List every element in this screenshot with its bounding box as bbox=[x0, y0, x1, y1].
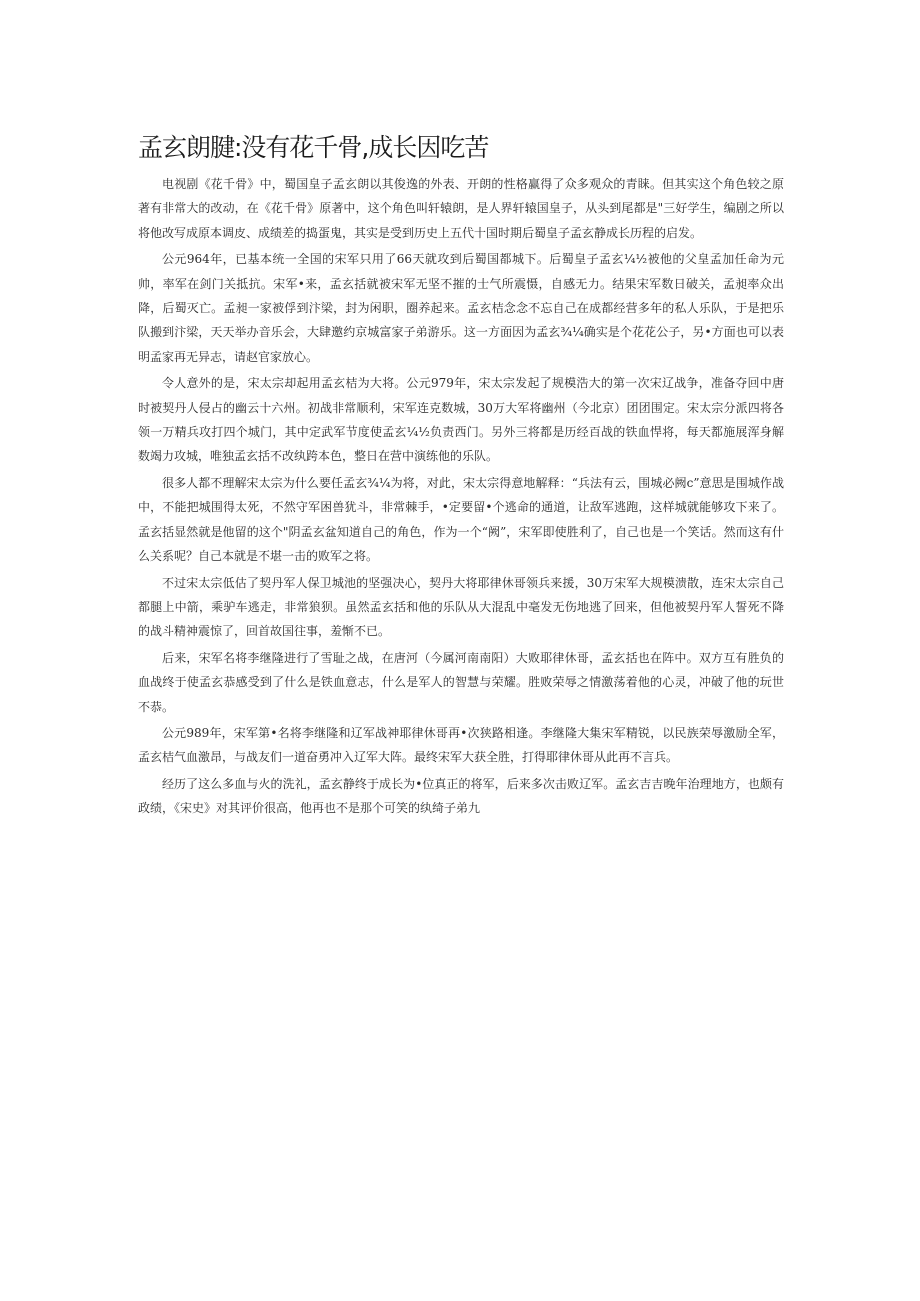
document-title: 孟玄朗腱:没有花千骨,成长因吃苦 bbox=[138, 133, 489, 162]
paragraph-6: 后来，宋军名将李继隆进行了雪耻之战，在唐河（今属河南南阳）大败耶律休哥，孟玄括也在阵中。双方互有胜负的血战终于使孟玄恭感受到了什么是铁血意志，什么是军人的智慧与荣耀。胜败荣辱之情激荡着他的心灵，冲破了他的玩世不恭。 bbox=[138, 650, 784, 714]
paragraph-7: 公元989年，宋军第•名将李继隆和辽军战神耶律休哥再•次狭路相逢。李继隆大集宋军精锐，以民族荣辱激励全军，孟玄桔气血激昂，与战友们一道奋勇冲入辽军大阵。最终宋军大获全胜，打得耶律休哥从此再不言兵。 bbox=[138, 725, 784, 765]
paragraph-2: 公元964年，已基本统一全国的宋军只用了66天就攻到后蜀国都城下。后蜀皇子孟玄¼½被他的父皇孟加任命为元帅，率军在剑门关抵抗。宋军•来，孟玄括就被宋军无坚不摧的士气所震慑，自感无力。结果宋军数日破关，孟昶率众出降，后蜀灭亡。孟昶一家被俘到汴梁，封为闲职，圈养起来。孟玄桔念念不忘自己在成都经营多年的私人乐队，于是把乐队搬到汴梁，天天举办音乐会，大肆邀约京城富家子弟游乐。这一方面因为孟玄¾¼确实是个花花公子，另•方面也可以表明孟家再无异志，请赵官家放心。 bbox=[138, 252, 784, 364]
paragraph-8: 经历了这么多血与火的洗礼，孟玄静终于成长为•位真正的将军，后来多次击败辽军。孟玄吉吉晚年治理地方，也颇有政绩，《宋史》对其评价很高，他再也不是那个可笑的纨绮子弟九 bbox=[138, 776, 784, 816]
paragraph-1: 电视剧《花千骨》中，蜀国皇子孟玄朗以其俊逸的外表、开朗的性格赢得了众多观众的青睐。但其实这个角色较之原著有非常大的改动，在《花千骨》原著中，这个角色叫轩辕朗，是人界轩辕国皇子，从头到尾都是"三好学生，编剧之所以将他改写成原本调皮、成绩差的捣蛋鬼，其实是受到历史上五代十国时期后蜀皇子孟玄静成长历程的启发。 bbox=[138, 177, 784, 240]
paragraph-4: 很多人都不理解宋太宗为什么要任孟玄¾¼为将，对此，宋太宗得意地解释：“兵法有云，围城必阙c”意思是围城作战中，不能把城围得太死，不然守军困兽犹斗，非常棘手，•定要留•个逃命的通道，让敌军逃跑，这样城就能够攻下来了。孟玄括显然就是他留的这个"阴孟玄盆知道自己的角色，作为一个“阙”，宋军即使胜利了，自己也是一个笑话。然而这有什么关系呢？自己本就是不堪一击的败军之将。 bbox=[138, 475, 784, 564]
article-body bbox=[138, 172, 784, 823]
paragraph-3: 令人意外的是，宋太宗却起用孟玄桔为大将。公元979年，宋太宗发起了规模浩大的第一次宋辽战争，准备夺回中唐时被契丹人侵占的幽云十六州。初战非常顺利，宋军连克数城，30万大军将幽州（今北京）团团围定。宋太宗分派四将各领一万精兵攻打四个城门，其中定武军节度使孟玄¼½负责西门。另外三将都是历经百战的铁血悍将，每天都施展浑身解数竭力攻城，唯独孟玄括不改纨跨本色，整日在营中演练他的乐队。 bbox=[138, 376, 784, 464]
paragraph-5: 不过宋太宗低估了契丹军人保卫城池的坚强决心，契丹大将耶律休哥领兵来援，30万宋军大规模溃散，连宋太宗自己都腿上中箭，乘驴车逃走，非常狼狈。虽然孟玄括和他的乐队从大混乱中毫发无伤地逃了回来，但他被契丹军人誓死不降的战斗精神震惊了，回首故国往事，羞惭不已。 bbox=[138, 575, 784, 639]
